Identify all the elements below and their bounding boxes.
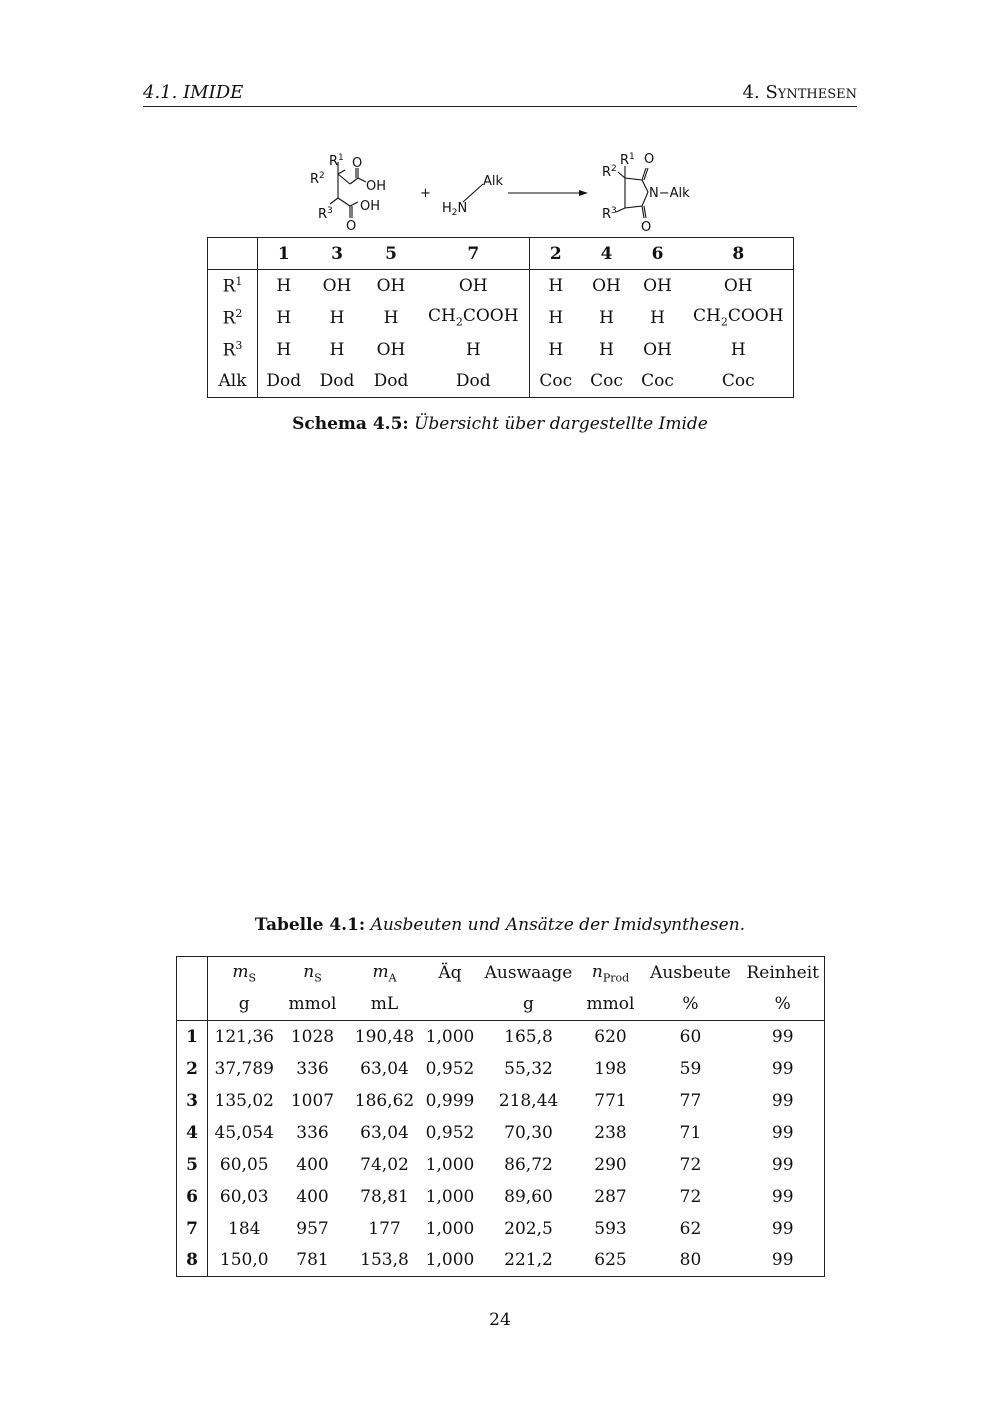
table-cell: 1007 [290, 1090, 335, 1111]
header-chapter-title: 4. Synthesen [742, 82, 857, 103]
table-cell: 190,48 [354, 1026, 415, 1047]
substituent-cell: Dod [319, 371, 355, 392]
table-cell: 99 [771, 1122, 794, 1143]
table-cell: 620 [594, 1026, 627, 1047]
substituent-cell: Dod [373, 371, 409, 392]
substituent-row-r1 [208, 270, 794, 302]
substituent-row-r3 [208, 334, 794, 366]
compound-number-header: 4 [582, 238, 632, 270]
table-row [177, 1245, 825, 1277]
table-cell: 99 [771, 1058, 794, 1079]
unit-cell: mmol [281, 989, 345, 1021]
row-compound-number: 3 [177, 1085, 208, 1117]
table-cell: 99 [771, 1186, 794, 1207]
reactant-amine [442, 174, 504, 218]
substituent-row-alk [208, 366, 794, 398]
table-cell: 593 [594, 1218, 627, 1239]
substituent-row-label: $R^1$ [208, 270, 258, 302]
yield-unit-row [177, 989, 825, 1021]
reactant-r2-label: $R^2$ [310, 171, 325, 187]
substituent-cell: H [548, 275, 564, 296]
yield-header-row [177, 957, 825, 989]
substituent-cell: OH [643, 275, 672, 296]
table-cell: 165,8 [504, 1026, 553, 1047]
column-header-auswaage: Auswaage [484, 962, 573, 983]
row-compound-number: 7 [177, 1213, 208, 1245]
substituent-row-label: $R^2$ [208, 302, 258, 334]
compound-number-header: 2 [530, 238, 582, 270]
table-cell: 70,30 [504, 1122, 553, 1143]
row-compound-number: 8 [177, 1245, 208, 1277]
table-cell: 400 [296, 1154, 329, 1175]
unit-cell: % [742, 989, 825, 1021]
table-cell: 0,952 [425, 1058, 475, 1079]
table-cell: 198 [594, 1058, 627, 1079]
table-cell: 99 [771, 1026, 794, 1047]
substituent-row-r2 [208, 302, 794, 334]
table-cell: 202,5 [504, 1218, 553, 1239]
table-cell: 186,62 [354, 1090, 415, 1111]
table-cell: 72 [679, 1186, 702, 1207]
table-cell: 55,32 [504, 1058, 553, 1079]
unit-cell: g [476, 989, 582, 1021]
table-caption [0, 915, 1000, 935]
table-cell: 80 [679, 1250, 702, 1271]
column-header-moles-substrate: $n_S$ [303, 961, 322, 984]
table-cell: 78,81 [360, 1186, 409, 1207]
amine-alkyl-label: Alk [483, 174, 504, 189]
compound-number-header: 3 [310, 238, 365, 270]
reactant-r3-label: $R^3$ [318, 206, 333, 222]
substituent-cell: H [599, 307, 614, 328]
reaction-scheme [300, 150, 700, 235]
table-cell: 1028 [290, 1026, 335, 1047]
table-cell: 1,000 [425, 1026, 475, 1047]
substituent-cell: OH [723, 275, 753, 296]
substituent-row-label: $R^3$ [208, 334, 258, 366]
compound-number-header: 8 [684, 238, 794, 270]
table-cell: 63,04 [360, 1122, 409, 1143]
yield-table-body [177, 1021, 825, 1277]
table-cell: 99 [771, 1218, 794, 1239]
column-header-ausbeute: Ausbeute [650, 962, 731, 983]
product-n-alkyl-label: N−Alk [649, 186, 690, 201]
table-row [177, 1021, 825, 1053]
reactant-hydroxyl-bottom: OH [360, 199, 381, 214]
substituent-cell: H [276, 275, 292, 296]
product-r3-label: $R^3$ [602, 206, 617, 222]
table-cell: 1,000 [425, 1250, 475, 1271]
scheme-caption-label: Schema 4.5: [292, 414, 409, 434]
table-cell: 99 [771, 1090, 794, 1111]
table-cell: 771 [594, 1090, 627, 1111]
yield-corner-cell [177, 957, 208, 989]
row-compound-number: 4 [177, 1117, 208, 1149]
substituent-cell: H [730, 339, 746, 360]
substituent-cell: Dod [266, 371, 302, 392]
table-cell: 400 [296, 1186, 329, 1207]
table-cell: 63,04 [360, 1058, 409, 1079]
column-header-moles-product: $n_{Prod}$ [591, 961, 630, 984]
table-row [177, 1213, 825, 1245]
table-cell: 0,952 [425, 1122, 475, 1143]
table-cell: 45,054 [214, 1122, 274, 1143]
table-cell: 1,000 [425, 1186, 475, 1207]
substituent-cell: H [276, 307, 292, 328]
row-compound-number: 2 [177, 1053, 208, 1085]
substituent-cell: H [329, 339, 345, 360]
page-number: 24 [489, 1310, 511, 1330]
running-header [143, 82, 857, 107]
substituent-cell: H [548, 339, 564, 360]
substituent-cell: Coc [721, 371, 755, 392]
unit-cell: mmol [582, 989, 640, 1021]
table-cell: 336 [296, 1122, 329, 1143]
compound-number-header: 7 [418, 238, 530, 270]
product-succinimide [616, 166, 648, 218]
table-caption-label: Tabelle 4.1: [254, 915, 366, 935]
compound-number-header: 1 [258, 238, 310, 270]
unit-cell: % [640, 989, 742, 1021]
column-header-mass-substrate: $m_S$ [232, 961, 257, 984]
table-cell: 177 [368, 1218, 401, 1239]
table-cell: 290 [594, 1154, 627, 1175]
table-cell: 1,000 [425, 1154, 475, 1175]
substituent-cell: OH [643, 339, 672, 360]
row-compound-number: 6 [177, 1181, 208, 1213]
substituent-cell: OH [418, 270, 530, 302]
table-cell: 1,000 [425, 1218, 475, 1239]
column-header-reinheit: Reinheit [746, 962, 820, 983]
product-r1-label: $R^1$ [620, 152, 635, 168]
row-compound-number: 5 [177, 1149, 208, 1181]
table-cell: 336 [296, 1058, 329, 1079]
product-r2-label: $R^2$ [602, 164, 617, 180]
table-row [177, 1149, 825, 1181]
table-row [177, 1053, 825, 1085]
table-cell: 0,999 [425, 1090, 475, 1111]
table-cell: 238 [594, 1122, 627, 1143]
table-cell: 60,05 [219, 1154, 269, 1175]
scheme-caption-text: Übersicht über dargestellte Imide [414, 414, 708, 434]
yield-corner-cell [177, 989, 208, 1021]
table-cell: 74,02 [360, 1154, 409, 1175]
table-cell: 60,03 [219, 1186, 269, 1207]
substituent-cell: Coc [539, 371, 573, 392]
table-cell: 218,44 [498, 1090, 559, 1111]
table-cell: 72 [679, 1154, 702, 1175]
table-cell: 957 [296, 1218, 329, 1239]
product-oxygen-top: O [644, 152, 655, 167]
table-cell: 37,789 [214, 1058, 274, 1079]
substituent-cell: OH [376, 275, 406, 296]
table-cell: 99 [771, 1250, 794, 1271]
substituent-header-row [208, 238, 794, 270]
table-cell: 287 [594, 1186, 627, 1207]
substituent-cell: H [418, 334, 530, 366]
table-cell: 184 [228, 1218, 261, 1239]
reaction-arrow [508, 190, 588, 196]
table-cell: 781 [296, 1250, 329, 1271]
substituent-table [207, 237, 794, 398]
substituent-cell: H [548, 307, 564, 328]
unit-cell: g [208, 989, 281, 1021]
substituent-cell: H [276, 339, 292, 360]
substituent-cell: H [599, 339, 614, 360]
substituent-row-label: Alk [208, 366, 258, 398]
table-cell: 60 [679, 1026, 702, 1047]
substituent-cell: H [650, 307, 665, 328]
substituent-cell: OH [376, 339, 406, 360]
table-cell: 625 [594, 1250, 627, 1271]
unit-cell [425, 989, 476, 1021]
substituent-cell: Coc [590, 371, 623, 392]
table-cell: 221,2 [504, 1250, 553, 1271]
table-cell: 135,02 [214, 1090, 274, 1111]
substituent-cell: Dod [418, 366, 530, 398]
plus-sign: + [420, 186, 431, 201]
column-header-mass-amine: $m_A$ [372, 961, 397, 984]
yield-table [176, 956, 825, 1277]
substituent-cell: Coc [641, 371, 674, 392]
reactant-oxygen-bottom: O [346, 219, 357, 234]
compound-number-header: 6 [632, 238, 684, 270]
substituent-cell: H [383, 307, 399, 328]
table-row [177, 1181, 825, 1213]
table-cell: 99 [771, 1154, 794, 1175]
substituent-cell: OH [322, 275, 352, 296]
compound-number-header: 5 [365, 238, 418, 270]
amine-nh2-label: $H_2N$ [442, 201, 468, 218]
table-row [177, 1085, 825, 1117]
reactant-hydroxyl-top: OH [366, 179, 387, 194]
reactant-r1-label: $R^1$ [329, 153, 344, 169]
table-cell: 121,36 [214, 1026, 274, 1047]
table-cell: 89,60 [504, 1186, 553, 1207]
column-header-equivalents: Äq [438, 962, 462, 983]
table-cell: 62 [679, 1218, 702, 1239]
substituent-corner-cell [208, 238, 258, 270]
unit-cell: mL [345, 989, 425, 1021]
table-cell: 71 [679, 1122, 702, 1143]
table-caption-text: Ausbeuten und Ansätze der Imidsynthesen. [370, 915, 746, 935]
row-compound-number: 1 [177, 1021, 208, 1053]
substituent-cell: H [329, 307, 345, 328]
product-oxygen-bottom: O [641, 220, 652, 235]
table-cell: 59 [679, 1058, 702, 1079]
substituent-cell-ch2cooh: $CH_2COOH$ [692, 306, 784, 329]
substituent-cell-ch2cooh: $CH_2COOH$ [418, 302, 530, 334]
substituent-cell: OH [592, 275, 621, 296]
scheme-caption [0, 414, 1000, 434]
header-section-title: 4.1. IMIDE [143, 82, 244, 103]
table-cell: 77 [679, 1090, 702, 1111]
table-cell: 150,0 [219, 1250, 269, 1271]
table-cell: 153,8 [360, 1250, 409, 1271]
table-cell: 86,72 [504, 1154, 553, 1175]
reactant-oxygen-top: O [352, 156, 363, 171]
table-row [177, 1117, 825, 1149]
